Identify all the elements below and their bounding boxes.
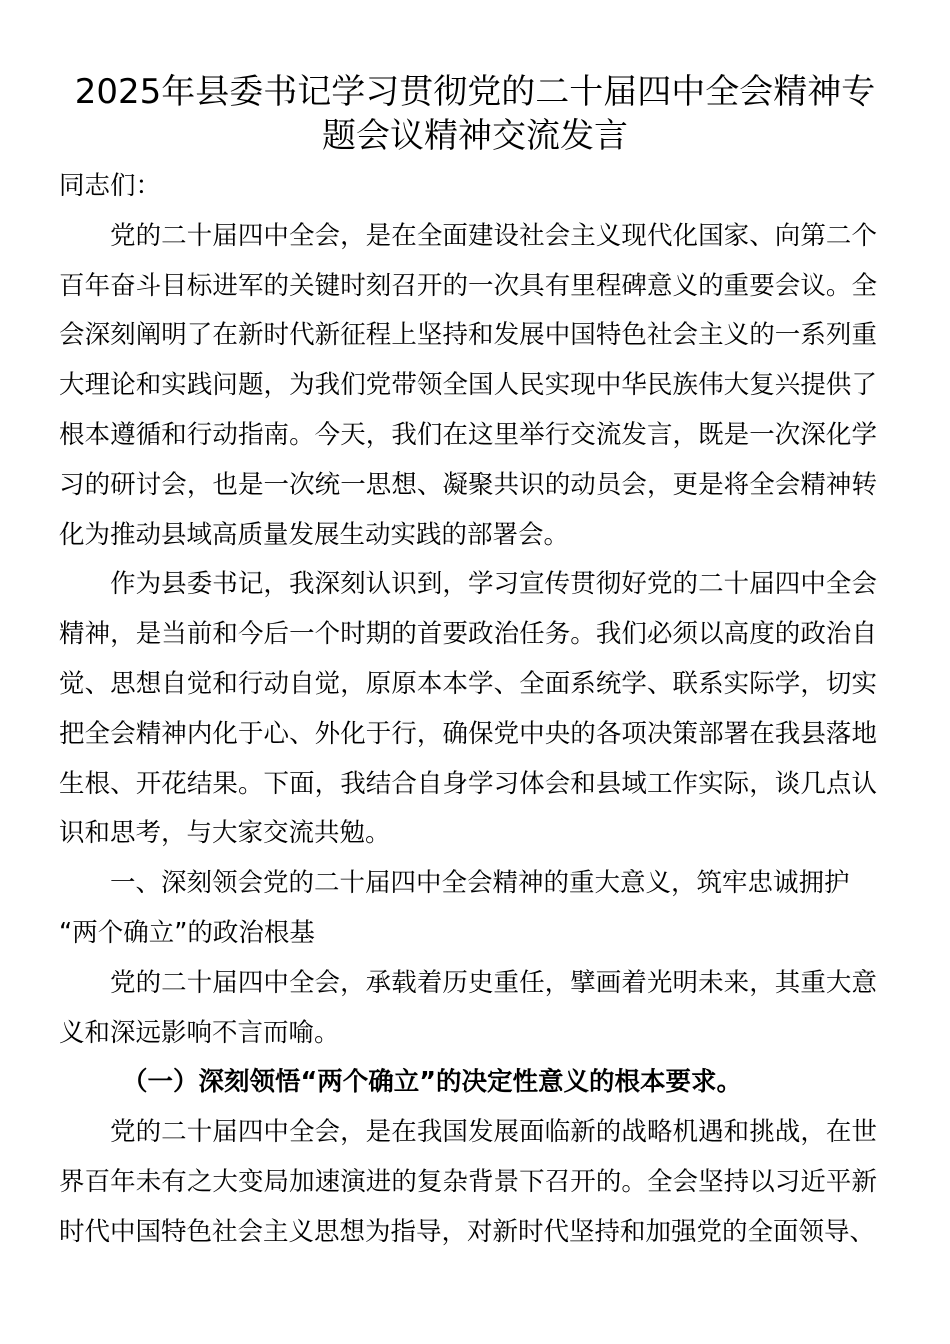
text-line: “两个确立”的政治根基 — [59, 917, 315, 948]
text-line: 作为县委书记，我深刻认识到，学习宣传贯彻好党的二十届四中全会 — [110, 569, 877, 600]
text-line: 一、深刻领会党的二十届四中全会精神的重大意义，筑牢忠诚拥护 — [110, 868, 850, 899]
paragraph — [59, 560, 877, 859]
text-line: 识和思考，与大家交流共勉。 — [59, 818, 391, 849]
text-line: 根本遵循和行动指南。今天，我们在这里举行交流发言，既是一次深化学 — [59, 419, 877, 450]
paragraph — [59, 1108, 877, 1257]
text-line: 党的二十届四中全会，是在我国发展面临新的战略机遇和挑战，在世 — [110, 1117, 877, 1148]
paragraph — [59, 212, 877, 561]
text-line: 时代中国特色社会主义思想为指导，对新时代坚持和加强党的全面领导、 — [59, 1216, 876, 1247]
title-line: 题会议精神交流发言 — [322, 116, 628, 156]
title-line: 2025年县委书记学习贯彻党的二十届四中全会精神专 — [74, 72, 876, 112]
text-line: 义和深远影响不言而喻。 — [59, 1017, 340, 1048]
document-body — [59, 162, 877, 1258]
text-line: 界百年未有之大变局加速演进的复杂背景下召开的。全会坚持以习近平新 — [59, 1166, 877, 1197]
text-line: 觉、思想自觉和行动自觉，原原本本学、全面系统学、联系实际学，切实 — [59, 668, 877, 699]
text-line: 生根、开花结果。下面，我结合自身学习体会和县域工作实际，谈几点认 — [59, 768, 877, 799]
text-line: 党的二十届四中全会，承载着历史重任，擘画着光明未来，其重大意 — [110, 967, 877, 998]
subsection-heading — [59, 1058, 877, 1108]
text-line: 会深刻阐明了在新时代新征程上坚持和发展中国特色社会主义的一系列重 — [59, 320, 877, 351]
paragraph — [59, 959, 877, 1059]
text-line: 大理论和实践问题，为我们党带领全国人民实现中华民族伟大复兴提供了 — [59, 370, 877, 401]
text-line: 习的研讨会，也是一次统一思想、凝聚共识的动员会，更是将全会精神转 — [59, 469, 877, 500]
section-heading — [59, 859, 877, 959]
text-line: 把全会精神内化于心、外化于行，确保党中央的各项决策部署在我县落地 — [59, 718, 877, 749]
text-line: （一）深刻领悟“两个确立”的决定性意义的根本要求。 — [122, 1067, 743, 1098]
text-line: 化为推动县域高质量发展生动实践的部署会。 — [59, 519, 570, 550]
salutation: 同志们： — [59, 171, 162, 201]
text-line: 百年奋斗目标进军的关键时刻召开的一次具有里程碑意义的重要会议。全 — [59, 270, 877, 301]
text-line: 精神，是当前和今后一个时期的首要政治任务。我们必须以高度的政治自 — [59, 619, 877, 650]
document-title — [40, 70, 910, 158]
text-line: 党的二十届四中全会，是在全面建设社会主义现代化国家、向第二个 — [110, 220, 877, 251]
